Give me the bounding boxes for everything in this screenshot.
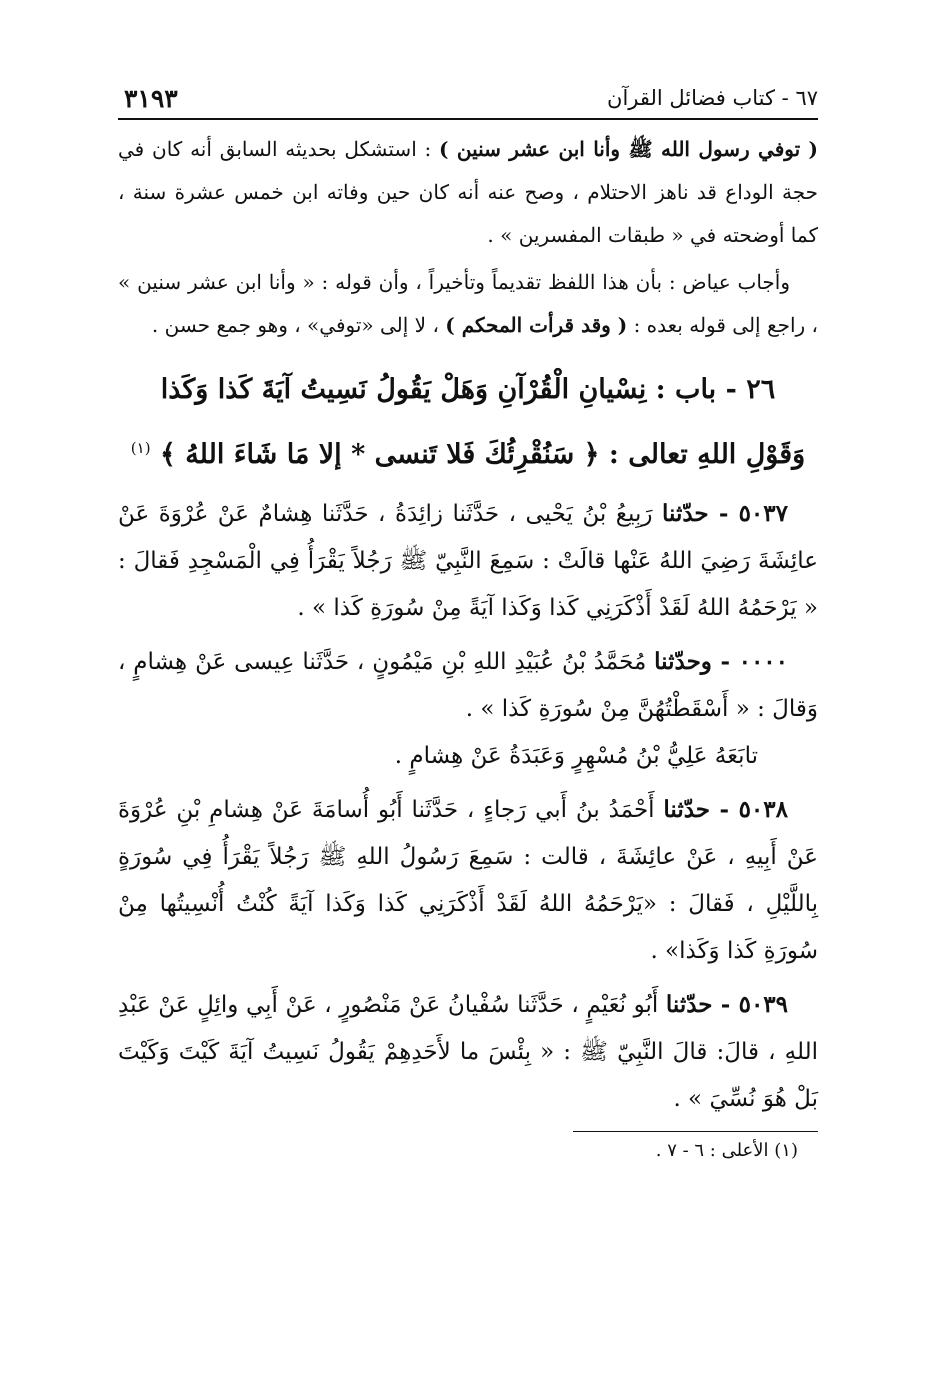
- quoted-phrase: ( توفي رسول الله ﷺ وأنا ابن عشر سنين ): [439, 137, 818, 161]
- footnote: (١) الأعلى : ٦ - ٧ .: [655, 1140, 798, 1161]
- commentary-paragraph-1: [118, 128, 818, 257]
- commentary-text: وأجاب عياض : بأن هذا اللفظ تقديماً وتأخيراً ، وأن قوله : « وأنا ابن عشر سنين » ، راجع إلى قوله بعده :: [118, 270, 818, 337]
- page-number: ٣١٩٣: [124, 84, 178, 113]
- hadith-5038: [118, 786, 818, 975]
- footnote-reference: (١): [130, 439, 151, 457]
- hadith-5037: [118, 490, 818, 632]
- hadith-follow-up: تابَعَهُ عَلِيُّ بْنُ مُسْهِرٍ وَعَبَدَةُ عَنْ هِشامٍ .: [394, 743, 758, 769]
- hadith-text: مُحَمَّدُ بْنُ عُبَيْدِ اللهِ بْنِ مَيْمُونٍ ، حَدَّثَنا عِيسى عَنْ هِشامٍ ، وَقالَ : « أَسْقَطْتُهُنَّ مِنْ سُورَةِ كَذا » .: [118, 649, 818, 722]
- hadith-text: أَبُو نُعَيْمٍ ، حَدَّثَنا سُفْيانُ عَنْ مَنْصُورٍ ، عَنْ أَبِي وائِلٍ عَنْ عَبْدِ اللهِ ، قالَ: قالَ النَّبِيّ ﷺ : « بِئْسَ ما لأَحَدِهِمْ يَقُولُ نَسِيتُ آيَةَ كَيْتَ وَكَيْتَ بَلْ هُوَ نُسِّيَ » .: [118, 992, 818, 1112]
- page-header: [118, 78, 818, 120]
- commentary-paragraph-2: [118, 261, 818, 347]
- chapter-heading: [118, 361, 818, 484]
- running-title: ٦٧ - كتاب فضائل القرآن: [607, 86, 818, 110]
- hadith-opening: حدّثنا: [665, 991, 713, 1018]
- chapter-title-line-1: ٢٦ - باب : نِسْيانِ الْقُرْآنِ وَهَلْ يَقُولُ نَسِيتُ آيَةَ كَذا وَكَذا: [160, 374, 776, 405]
- hadith-number: ٥٠٣٨ -: [710, 796, 788, 823]
- header-rule: [118, 118, 818, 120]
- hadith-number: ٥٠٣٧ -: [708, 500, 788, 527]
- chapter-title-line-2: [118, 419, 818, 484]
- hadith-opening: حدّثنا: [663, 796, 711, 823]
- chapter-verse: وَقَوْلِ اللهِ تعالى : ﴿ سَنُقْرِئُكَ فَلا تَنسى * إلا مَا شَاءَ اللهُ ﴾: [159, 439, 806, 470]
- footnote-rule: [573, 1131, 818, 1132]
- hadith-number: ٥٠٣٩ -: [712, 991, 789, 1018]
- hadith-opening: وحدّثنا: [654, 648, 712, 675]
- hadith-opening: حدّثنا: [662, 500, 709, 527]
- hadith-number: ٠٠٠٠ -: [711, 648, 789, 675]
- commentary-text: ، لا إلى «توفي» ، وهو جمع حسن .: [151, 313, 446, 337]
- commentary-text: : استشكل بحديثه السابق أنه كان في حجة الوداع قد ناهز الاحتلام ، وصح عنه أنه كان حين وفاته ابن خمس عشرة سنة ، كما أوضحته في « طبقات المفسرين » .: [118, 137, 818, 247]
- document-page: [118, 78, 818, 1166]
- hadith-text: رَبِيعُ بْنُ يَحْيى ، حَدَّثَنا زائِدَةُ ، حَدَّثَنا هِشامٌ عَنْ عُرْوَةَ عَنْ عائِشَةَ رَضِيَ اللهُ عَنْها قالَتْ : سَمِعَ النَّبِيّ ﷺ رَجُلاً يَقْرَأُ فِي الْمَسْجِدِ فَقالَ : « يَرْحَمُهُ اللهُ لَقَدْ أَذْكَرَنِي كَذا وَكَذا آيَةً مِنْ سُورَةِ كَذا » .: [118, 501, 818, 621]
- hadith-0000: [118, 638, 818, 733]
- hadith-5039: [118, 981, 818, 1123]
- quoted-phrase: ( وقد قرأت المحكم ): [445, 313, 628, 337]
- hadith-text: أَحْمَدُ بنُ أَبي رَجاءٍ ، حَدَّثَنا أَبُو أُسامَةَ عَنْ هِشامِ بْنِ عُرْوَةَ عَنْ أَبِيهِ ، عَنْ عائِشَةَ ، قالت : سَمِعَ رَسُولُ اللهِ ﷺ رَجُلاً يَقْرَأُ فِي سُورَةٍ بِاللَّيْلِ ، فَقالَ : «يَرْحَمُهُ اللهُ لَقَدْ أَذْكَرَنِي كَذا وَكَذا آيَةً كُنْتُ أُنْسِيتُها مِنْ سُورَةِ كَذا وَكَذا» .: [118, 797, 818, 964]
